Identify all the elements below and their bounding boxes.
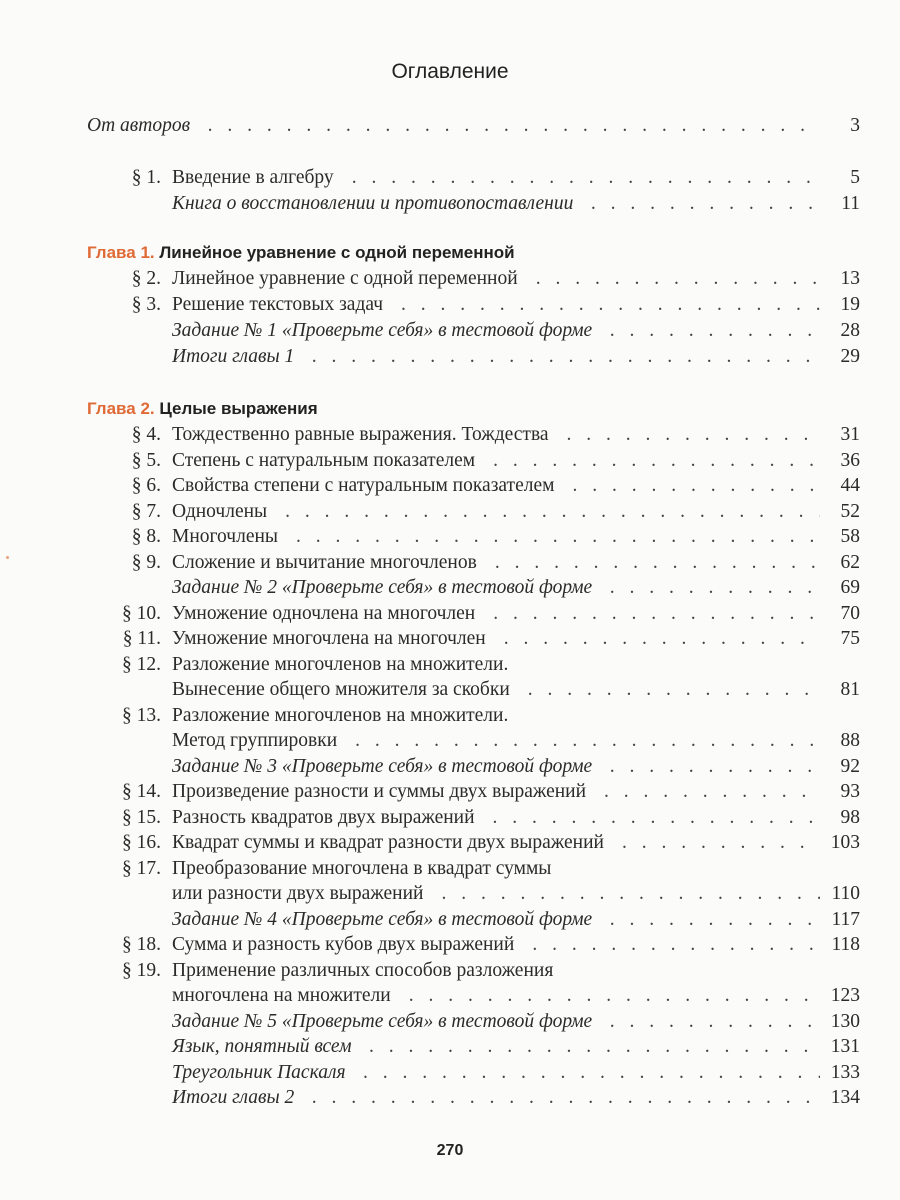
leader-dots (536, 266, 820, 292)
toc-entry[interactable] (172, 473, 860, 499)
toc-entry[interactable] (172, 318, 860, 344)
entry-text: Итоги главы 1 (172, 346, 295, 367)
toc-entry[interactable] (172, 575, 860, 601)
section-number: § 19. (122, 959, 161, 981)
leader-dots (532, 932, 820, 958)
toc-entry[interactable] (172, 524, 860, 550)
leader-dots (610, 1009, 820, 1035)
entry-page: 62 (840, 551, 860, 573)
leader-dots (409, 983, 820, 1009)
leader-dots (610, 754, 820, 780)
entry-page: 13 (840, 268, 860, 289)
entry-text: Квадрат суммы и квадрат разности двух выражений (172, 832, 604, 853)
entry-page: 110 (831, 883, 860, 904)
entry-page: 3 (850, 115, 860, 136)
entry-page: 69 (840, 577, 860, 598)
entry-page: 52 (840, 500, 860, 522)
toc-entry[interactable] (172, 601, 860, 627)
toc-entry[interactable] (172, 881, 860, 907)
entry-text: или разности двух выражений (172, 883, 424, 904)
leader-dots (401, 292, 820, 318)
leader-dots (610, 575, 820, 601)
entry-text: Многочлены (172, 526, 279, 547)
entry-text-first-line: Преобразование многочлена в квадрат суммы (172, 857, 552, 879)
leader-dots (591, 191, 820, 217)
entry-page: 29 (840, 346, 860, 367)
toc-entry[interactable] (172, 932, 860, 958)
section-number: § 8. (131, 526, 161, 547)
entry-text: Степень с натуральным показателем (172, 449, 476, 471)
toc-entry[interactable] (172, 754, 860, 780)
entry-text: Умножение одночлена на многочлен (172, 602, 476, 624)
toc-entry[interactable] (172, 805, 860, 831)
entry-text: Свойства степени с натуральным показателем (172, 475, 555, 496)
toc-entry[interactable] (172, 266, 860, 292)
toc-entry[interactable] (172, 626, 860, 652)
entry-text: Решение текстовых задач (172, 294, 384, 315)
page-number: 270 (436, 1142, 464, 1159)
section-number: § 17. (122, 857, 161, 879)
entry-page: 117 (831, 908, 860, 930)
entry-text: Произведение разности и суммы двух выражений (172, 781, 587, 802)
entry-text: многочлена на множители (172, 985, 391, 1006)
leader-dots (364, 1060, 820, 1086)
leader-dots (296, 524, 820, 550)
entry-text: Сложение и вычитание многочленов (172, 551, 477, 573)
entry-page: 131 (830, 1036, 860, 1057)
chapter-heading-1[interactable] (87, 240, 515, 266)
entry-text: Умножение многочлена на многочлен (172, 628, 486, 649)
leader-dots (312, 1085, 820, 1111)
toc-entry[interactable] (172, 779, 860, 805)
entry-page: 88 (840, 730, 860, 751)
entry-text-first-line: Разложение многочленов на множители. (172, 653, 509, 675)
section-number: § 5. (131, 449, 161, 471)
leader-dots (493, 805, 820, 831)
entry-page: 134 (830, 1087, 860, 1108)
toc-entry[interactable] (172, 292, 860, 318)
section-number: § 7. (131, 500, 161, 522)
entry-page: 133 (830, 1061, 860, 1083)
chapter-title: Целые выражения (159, 399, 318, 418)
page-title: Оглавление (391, 60, 509, 83)
leader-dots (604, 779, 820, 805)
entry-page: 19 (840, 294, 860, 315)
toc-entry[interactable] (172, 907, 860, 933)
entry-text: Вынесение общего множителя за скобки (172, 679, 510, 700)
section-number: § 1. (131, 167, 161, 188)
section-number: § 16. (122, 832, 161, 853)
entry-text: Линейное уравнение с одной переменной (172, 268, 518, 289)
entry-page: 98 (840, 806, 860, 828)
section-number: § 11. (122, 628, 161, 649)
toc-entry[interactable] (172, 191, 860, 217)
toc-entry[interactable] (172, 830, 860, 856)
toc-entry[interactable] (172, 165, 860, 191)
leader-dots (622, 830, 820, 856)
section-number: § 14. (122, 781, 161, 802)
entry-page: 130 (830, 1010, 860, 1032)
toc-entry[interactable] (172, 983, 860, 1009)
section-number: § 10. (122, 602, 161, 624)
section-number: § 6. (131, 475, 161, 496)
chapter-heading-2[interactable] (87, 396, 318, 422)
leader-dots (567, 422, 820, 448)
chapter-title: Линейное уравнение с одной переменной (159, 243, 515, 262)
toc-entry[interactable] (172, 499, 860, 525)
toc-entry[interactable] (172, 1034, 860, 1060)
leader-dots (493, 601, 820, 627)
entry-text: Тождественно равные выражения. Тождества (172, 424, 549, 445)
entry-text: Разность квадратов двух выражений (172, 806, 475, 828)
toc-entry[interactable] (172, 1085, 860, 1111)
leader-dots (352, 165, 820, 191)
leader-dots (572, 473, 820, 499)
leader-dots (285, 499, 820, 525)
toc-entry[interactable] (172, 1009, 860, 1035)
entry-page: 123 (830, 985, 860, 1006)
entry-text: Треугольник Паскаля (172, 1061, 346, 1083)
leader-dots (495, 550, 820, 576)
entry-text: Задание № 5 «Проверьте себя» в тестовой форме (172, 1010, 593, 1032)
leader-dots (493, 448, 820, 474)
entry-page: 36 (840, 449, 860, 471)
entry-text: Задание № 3 «Проверьте себя» в тестовой форме (172, 755, 593, 777)
toc-entry[interactable] (172, 728, 860, 754)
entry-page: 31 (840, 424, 860, 445)
entry-text: Задание № 1 «Проверьте себя» в тестовой форме (172, 320, 593, 341)
chapter-label: Глава 2. (87, 399, 155, 418)
toc-entry[interactable] (172, 1060, 860, 1086)
section-number: § 15. (122, 806, 161, 828)
section-number: § 13. (122, 704, 161, 726)
leader-dots (610, 907, 820, 933)
entry-text: Задание № 4 «Проверьте себя» в тестовой форме (172, 908, 593, 930)
section-number: § 2. (131, 268, 161, 289)
leader-dots (504, 626, 820, 652)
entry-page: 5 (850, 167, 860, 188)
entry-text: Итоги главы 2 (172, 1087, 295, 1108)
toc-entry[interactable] (172, 344, 860, 370)
print-speck (6, 556, 9, 559)
entry-text: Сумма и разность кубов двух выражений (172, 934, 515, 955)
leader-dots (528, 677, 820, 703)
leader-dots (312, 344, 820, 370)
leader-dots (355, 728, 820, 754)
entry-text: Книга о восстановлении и противопоставлении (172, 193, 574, 214)
section-number: § 4. (131, 424, 161, 445)
chapter-label: Глава 1. (87, 243, 155, 262)
entry-page: 81 (840, 679, 860, 700)
section-number: § 9. (131, 551, 161, 573)
entry-page: 70 (840, 602, 860, 624)
entry-page: 103 (830, 832, 860, 853)
toc-entry[interactable] (172, 422, 860, 448)
toc-entry[interactable] (172, 550, 860, 576)
entry-text: Одночлены (172, 500, 268, 522)
leader-dots (208, 113, 820, 139)
toc-entry-foreword[interactable] (87, 113, 860, 139)
section-number: § 3. (131, 294, 161, 315)
leader-dots (370, 1034, 820, 1060)
entry-text: Задание № 2 «Проверьте себя» в тестовой форме (172, 577, 593, 598)
entry-page: 44 (840, 475, 860, 496)
leader-dots (610, 318, 820, 344)
entry-text: От авторов (87, 115, 191, 136)
entry-page: 58 (840, 526, 860, 547)
entry-page: 75 (840, 628, 860, 649)
toc-entry[interactable] (172, 677, 860, 703)
section-number: § 12. (122, 653, 161, 675)
toc-entry[interactable] (172, 448, 860, 474)
entry-text: Введение в алгебру (172, 167, 334, 188)
entry-page: 92 (840, 755, 860, 777)
section-number: § 18. (122, 934, 161, 955)
entry-page: 118 (831, 934, 860, 955)
entry-text: Язык, понятный всем (172, 1036, 352, 1057)
entry-page: 28 (840, 320, 860, 341)
entry-text-first-line: Применение различных способов разложения (172, 959, 554, 981)
entry-text: Метод группировки (172, 730, 338, 751)
leader-dots (441, 881, 820, 907)
entry-page: 11 (841, 193, 860, 214)
entry-page: 93 (840, 781, 860, 802)
entry-text-first-line: Разложение многочленов на множители. (172, 704, 509, 726)
